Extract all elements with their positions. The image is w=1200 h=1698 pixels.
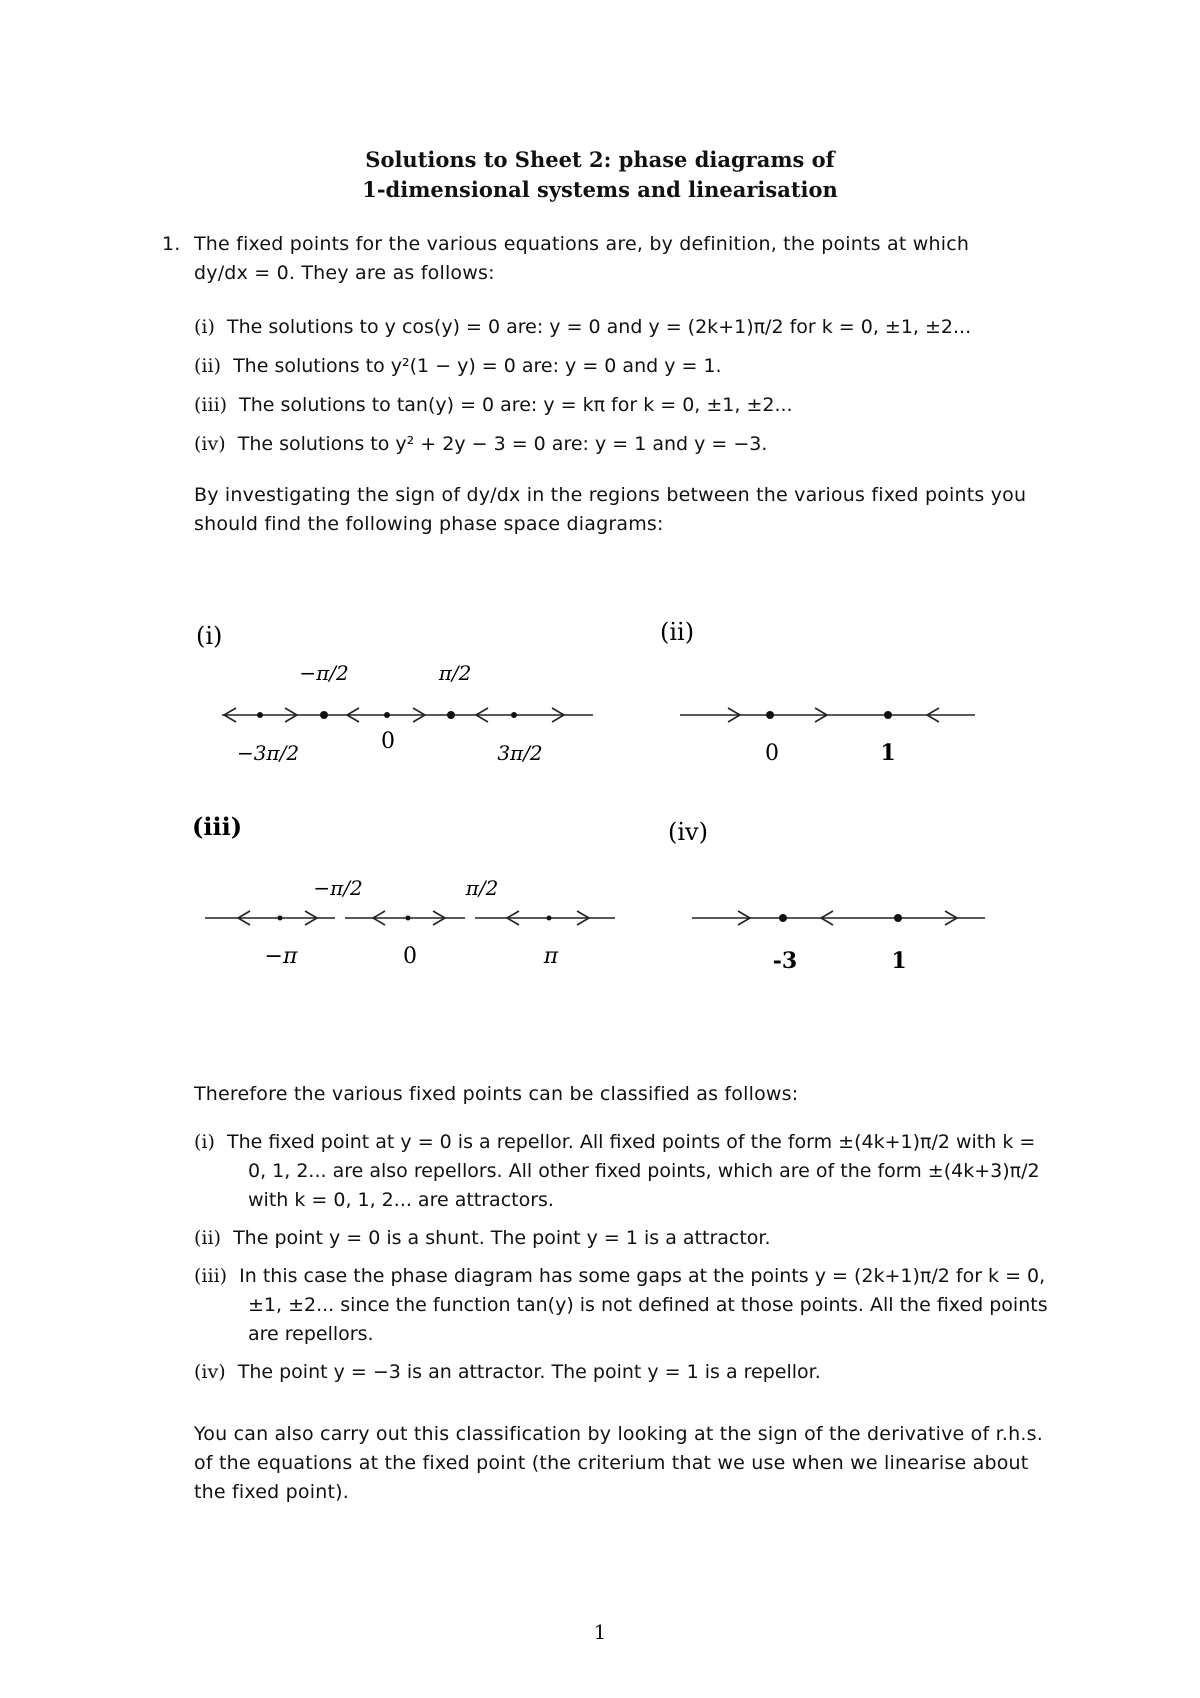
fixed-point-dot <box>766 711 774 719</box>
fixed-point-dot <box>278 916 283 921</box>
tick-label: −π/2 <box>313 876 363 900</box>
q1-intro-line-2: dy/dx = 0. They are as follows: <box>194 262 495 284</box>
diagram-iii-label: (iii) <box>192 812 243 841</box>
fixed-point-dot <box>547 916 552 921</box>
q1-intro-line-1: The fixed points for the various equations are, by definition, the points at which <box>194 233 970 255</box>
tick-label: π/2 <box>465 876 499 900</box>
closing-paragraph: You can also carry out this classification by looking at the sign of the derivative of r.h.s. of the equations at the fixed point (the criterium that we use when we linearise about the fixed point). <box>194 1423 1043 1503</box>
tick-label: 1 <box>891 948 907 974</box>
fixed-point-dot <box>406 916 411 921</box>
page-title <box>0 145 1200 205</box>
tick-label: π <box>543 944 559 969</box>
tick-label: 1 <box>880 740 896 766</box>
classification-item: (iv) The point y = −3 is an attractor. The point y = 1 is a repellor. <box>194 1361 821 1383</box>
phase-diagrams <box>0 600 1200 980</box>
investigate-line-2: should find the following phase space diagrams: <box>194 513 664 535</box>
solution-item: (iii) The solutions to tan(y) = 0 are: y = kπ for k = 0, ±1, ±2... <box>194 394 793 416</box>
fixed-point-dot <box>447 711 455 719</box>
classification-list <box>194 1128 1054 1396</box>
tick-label: −3π/2 <box>236 741 300 765</box>
diagram-iv-label: (iv) <box>668 818 708 846</box>
solution-item: (ii) The solutions to y²(1 − y) = 0 are: y = 0 and y = 1. <box>194 355 722 377</box>
fixed-point-dot <box>384 712 390 718</box>
title-line-2: 1-dimensional systems and linearisation <box>362 177 838 202</box>
q1-intro <box>194 230 1054 288</box>
investigate-paragraph <box>194 481 1054 539</box>
question-number: 1. <box>162 233 181 255</box>
tick-label: 0 <box>381 729 395 754</box>
solution-item: (i) The solutions to y cos(y) = 0 are: y = 0 and y = (2k+1)π/2 for k = 0, ±1, ±2... <box>194 316 972 338</box>
classification-item: (i) The fixed point at y = 0 is a repellor. All fixed points of the form ±(4k+1)π/2 with k = 0, 1, 2... are also repellors. All other fixed points, which are of the form ±(4k+3)π/2 with k = 0, 1, 2... are attractors. <box>194 1131 1040 1211</box>
fixed-point-dot <box>884 711 892 719</box>
tick-label: 3π/2 <box>497 741 543 765</box>
fixed-point-dot <box>894 914 902 922</box>
fixed-point-dot <box>779 914 787 922</box>
title-line-1: Solutions to Sheet 2: phase diagrams of <box>365 147 835 172</box>
classification-intro: Therefore the various fixed points can be classified as follows: <box>194 1083 799 1105</box>
investigate-line-1: By investigating the sign of dy/dx in the regions between the various fixed points you <box>194 484 1027 506</box>
tick-label: 0 <box>765 741 779 766</box>
fixed-point-dot <box>511 712 517 718</box>
solution-item: (iv) The solutions to y² + 2y − 3 = 0 are: y = 1 and y = −3. <box>194 433 768 455</box>
fixed-point-dot <box>320 711 328 719</box>
tick-label: -3 <box>772 948 798 974</box>
diagram-ii-label: (ii) <box>660 618 695 646</box>
classification-item: (iii) In this case the phase diagram has some gaps at the points y = (2k+1)π/2 for k = 0, ±1, ±2... since the function tan(y) is not defined at those points. All the fixed points are repellors. <box>194 1265 1048 1345</box>
tick-label: −π/2 <box>299 661 349 685</box>
solutions-list <box>194 313 1054 469</box>
page-number: 1 <box>593 1620 607 1644</box>
tick-label: −π <box>264 944 298 969</box>
classification-item: (ii) The point y = 0 is a shunt. The point y = 1 is a attractor. <box>194 1227 771 1249</box>
diagram-i-label: (i) <box>196 622 223 650</box>
tick-label: 0 <box>403 944 417 969</box>
fixed-point-dot <box>257 712 263 718</box>
tick-label: π/2 <box>438 661 472 685</box>
